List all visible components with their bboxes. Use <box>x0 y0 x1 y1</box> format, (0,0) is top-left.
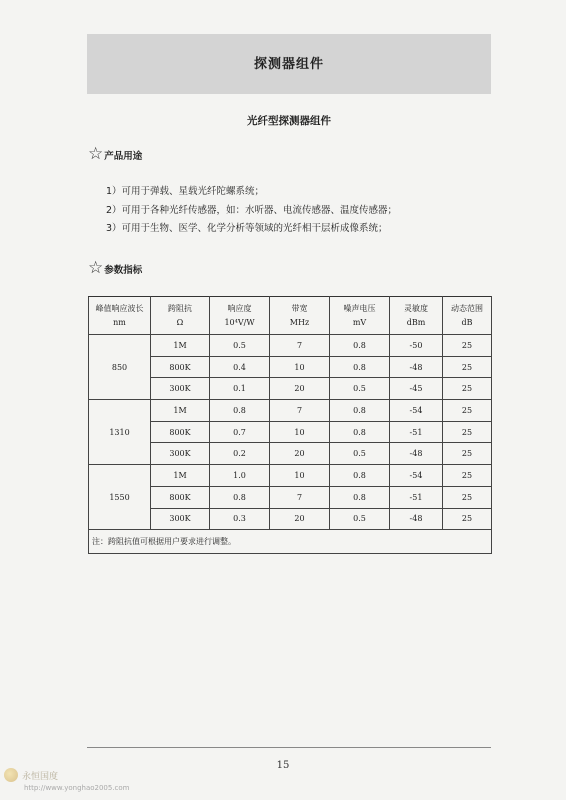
wavelength-cell: 1310 <box>89 400 151 465</box>
table-cell: 20 <box>270 508 330 530</box>
table-row <box>89 335 492 357</box>
table-cell: 25 <box>443 400 492 422</box>
table-cell: 7 <box>270 335 330 357</box>
table-cell: 0.8 <box>210 400 270 422</box>
header-banner <box>87 34 491 94</box>
table-cell: 800K <box>151 421 210 443</box>
table-cell: 7 <box>270 486 330 508</box>
list-item: 2）可用于各种光纤传感器，如：水听器、电流传感器、温度传感器； <box>106 204 398 216</box>
table-cell: 20 <box>270 443 330 465</box>
table-cell: -48 <box>390 508 443 530</box>
table-cell: 0.4 <box>210 356 270 378</box>
watermark-url: http://www.yonghao2005.com <box>24 784 130 792</box>
uses-list <box>106 183 397 239</box>
table-cell: -54 <box>390 465 443 487</box>
section-subtitle: 光纤型探测器组件 <box>247 115 331 127</box>
table-cell: 0.8 <box>330 400 390 422</box>
section-heading-params <box>88 260 142 277</box>
table-cell: 800K <box>151 356 210 378</box>
table-cell: 10 <box>270 421 330 443</box>
column-header: 灵敏度 dBm <box>390 297 443 335</box>
table-cell: 25 <box>443 465 492 487</box>
table-cell: 300K <box>151 508 210 530</box>
table-cell: -51 <box>390 421 443 443</box>
table-cell: 25 <box>443 486 492 508</box>
table-cell: -48 <box>390 356 443 378</box>
page-number: 15 <box>276 760 290 771</box>
watermark-text: 永恒国度 <box>22 771 59 782</box>
table-cell: -45 <box>390 378 443 400</box>
table-cell: 0.7 <box>210 421 270 443</box>
column-header: 带宽 MHz <box>270 297 330 335</box>
list-item: 3）可用于生物、医学、化学分析等领域的光纤相干层析成像系统； <box>106 223 388 234</box>
table-cell: 0.1 <box>210 378 270 400</box>
table-cell: 20 <box>270 378 330 400</box>
table-cell: 0.8 <box>330 335 390 357</box>
table-cell: 1.0 <box>210 465 270 487</box>
watermark-logo <box>4 768 58 782</box>
table-cell: 0.5 <box>330 378 390 400</box>
table-cell: 0.3 <box>210 508 270 530</box>
table-cell: 0.8 <box>330 465 390 487</box>
table-cell: 25 <box>443 443 492 465</box>
table-row <box>89 465 492 487</box>
table-cell: -48 <box>390 443 443 465</box>
table-cell: 0.5 <box>330 508 390 530</box>
table-cell: 0.8 <box>330 486 390 508</box>
section-label: 参数指标 <box>104 264 143 276</box>
footer-divider <box>87 747 491 748</box>
table-cell: 0.5 <box>210 335 270 357</box>
table-note-row <box>89 530 492 554</box>
table-cell: 800K <box>151 486 210 508</box>
column-header: 跨阻抗 Ω <box>151 297 210 335</box>
section-label: 产品用途 <box>104 150 143 162</box>
table-cell: 0.5 <box>330 443 390 465</box>
table-row <box>89 400 492 422</box>
table-cell: 0.8 <box>210 486 270 508</box>
table-cell: 25 <box>443 508 492 530</box>
spec-table <box>88 296 492 554</box>
list-item: 1）可用于弹载、星载光纤陀螺系统； <box>106 186 265 197</box>
table-note: 注：跨阻抗值可根据用户要求进行调整。 <box>89 530 492 554</box>
star-icon: ☆ <box>88 258 104 278</box>
table-cell: 1M <box>151 400 210 422</box>
table-cell: 7 <box>270 400 330 422</box>
table-cell: 0.2 <box>210 443 270 465</box>
wavelength-cell: 850 <box>89 335 151 400</box>
table-cell: -54 <box>390 400 443 422</box>
column-header: 噪声电压 mV <box>330 297 390 335</box>
table-cell: -51 <box>390 486 443 508</box>
table-cell: -50 <box>390 335 443 357</box>
table-cell: 300K <box>151 443 210 465</box>
table-cell: 300K <box>151 378 210 400</box>
column-header: 峰值响应波长 nm <box>89 297 151 335</box>
page-title: 探测器组件 <box>253 57 324 72</box>
table-cell: 10 <box>270 465 330 487</box>
table-cell: 25 <box>443 356 492 378</box>
table-cell: 10 <box>270 356 330 378</box>
table-cell: 25 <box>443 335 492 357</box>
table-cell: 0.8 <box>330 356 390 378</box>
wavelength-cell: 1550 <box>89 465 151 530</box>
star-icon: ☆ <box>88 144 104 164</box>
column-header: 动态范围 dB <box>443 297 492 335</box>
table-cell: 25 <box>443 378 492 400</box>
table-header-row <box>89 297 492 335</box>
table-cell: 1M <box>151 335 210 357</box>
table-cell: 1M <box>151 465 210 487</box>
table-cell: 0.8 <box>330 421 390 443</box>
table-cell: 25 <box>443 421 492 443</box>
section-heading-uses <box>88 146 142 163</box>
watermark-logo-icon <box>4 768 18 782</box>
column-header: 响应度 10⁴V/W <box>210 297 270 335</box>
